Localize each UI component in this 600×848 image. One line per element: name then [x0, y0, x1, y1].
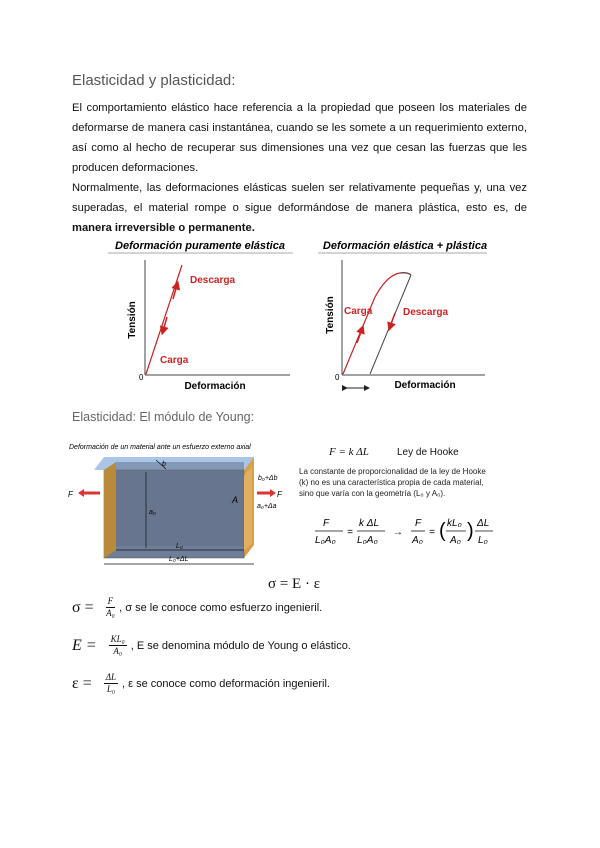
svg-text:): ) — [467, 520, 474, 542]
label-b0: b — [162, 461, 166, 468]
svg-text:F: F — [323, 518, 330, 529]
chart2-label-carga: Carga — [344, 306, 373, 317]
bar-left-face — [104, 462, 116, 558]
chart2-xlabel: Deformación — [394, 380, 456, 391]
svg-text:F: F — [415, 518, 422, 529]
eq1-description: , σ se le conoce como esfuerzo ingenieril. — [119, 601, 323, 614]
section-title-elasticidad: Elasticidad y plasticidad: — [72, 72, 236, 89]
chart2-title: Deformación elástica + plástica — [322, 240, 488, 252]
young-deformation-figure — [64, 440, 294, 575]
label-a0: a₀ — [149, 509, 156, 516]
chart-elastic-plastic — [315, 235, 490, 405]
eq2-symbol: E = — [72, 636, 97, 654]
force-right-head — [270, 489, 276, 497]
force-left-head — [78, 489, 84, 497]
force-right-label: F — [277, 490, 282, 499]
chart-elastic — [105, 235, 300, 400]
equation-strain — [72, 672, 330, 695]
section-title-young: Elasticidad: El módulo de Young: — [72, 410, 255, 424]
hooke-text-line-2: (k) no es una característica propia de cada material, — [299, 478, 484, 487]
label-l0dl: L₀+ΔL — [169, 556, 189, 563]
equation-young-modulus — [72, 634, 351, 657]
eq1-denominator: A₀ — [106, 608, 115, 618]
svg-text:kL₀: kL₀ — [447, 518, 462, 529]
eq1-symbol: σ = — [72, 598, 94, 616]
paragraph-plastic-bold: manera irreversible o permanente. — [72, 222, 255, 234]
svg-text:L₀A₀: L₀A₀ — [315, 535, 336, 546]
bar-area-label: A — [232, 495, 239, 505]
paragraph-elastic-behavior: El comportamiento elástico hace referencia a la propiedad que poseen los materiales de deformarse de manera casi instantánea, cuando se les somete a un requerimiento externo, así como al hecho de recuperar sus dimensiones una vez que cesan las fuerzas que les producen deformaciones. — [72, 102, 527, 174]
label-a0da: a₀+Δa — [257, 503, 277, 510]
svg-text:=: = — [347, 527, 353, 538]
chart2-arrow-up — [357, 329, 362, 343]
young-figure-caption: Deformación de un material ante un esfuerzo externo axial — [69, 444, 251, 451]
eq2-numerator: KL₀ — [110, 634, 125, 644]
svg-text:=: = — [429, 527, 435, 538]
paragraph-plastic-behavior — [72, 178, 527, 238]
label-l0: L₀ — [176, 543, 183, 550]
hooke-law-name: Ley de Hooke — [397, 447, 459, 458]
chart2-arrow-down — [390, 313, 395, 327]
bar-inner-shade — [116, 462, 244, 546]
eq2-denominator: A₀ — [113, 646, 122, 656]
eq3-numerator: ΔL — [105, 672, 117, 682]
chart1-label-carga: Carga — [160, 355, 189, 366]
equation-stress — [72, 596, 322, 619]
svg-text:(: ( — [439, 520, 446, 542]
chart1-ylabel: Tensión — [127, 301, 138, 339]
hooke-text-line-3: sino que varía con la geometría (L₀ y A₀). — [299, 489, 446, 498]
eq1-numerator: F — [107, 596, 114, 606]
svg-text:L₀A₀: L₀A₀ — [357, 535, 378, 546]
svg-text:L₀: L₀ — [478, 535, 488, 546]
chart1-title: Deformación puramente elástica — [115, 240, 285, 252]
eq3-denominator: L₀ — [106, 684, 115, 694]
chart2-curve-top — [400, 273, 411, 275]
force-left-label: F — [68, 490, 73, 499]
paragraph-plastic-text: Normalmente, las deformaciones elásticas suelen ser relativamente pequeñas y, una vez superadas, el material rompe o sigue deformándose de manera plástica, esto es, de — [72, 182, 527, 214]
chart2-label-descarga: Descarga — [403, 307, 449, 318]
eq3-fraction — [104, 672, 118, 695]
hooke-formula: F = k ΔL — [329, 446, 369, 458]
chart2-ylabel: Tensión — [325, 296, 336, 334]
chart1-origin: 0 — [139, 373, 144, 382]
hooke-fraction-equation — [315, 512, 515, 554]
eq1-fraction — [106, 596, 116, 619]
eq3-symbol: ε = — [72, 674, 92, 692]
chart2-series-carga — [343, 273, 411, 374]
chart1-xlabel: Deformación — [184, 381, 246, 392]
bar-end-face — [244, 467, 252, 551]
svg-text:k ΔL: k ΔL — [359, 518, 380, 529]
eq2-fraction — [109, 634, 127, 657]
svg-text:ΔL: ΔL — [477, 518, 490, 529]
svg-text:A₀: A₀ — [412, 535, 423, 546]
eq2-description: , E se denomina módulo de Young o elástico. — [130, 639, 351, 652]
eq3-description: , ε se conoce como deformación ingenieril. — [122, 677, 330, 690]
svg-text:→: → — [393, 527, 403, 538]
hooke-text-line-1: La constante de proporcionalidad de la ley de Hooke — [299, 467, 486, 476]
young-main-equation: σ = E · ε — [268, 576, 321, 592]
chart2-origin: 0 — [335, 373, 340, 382]
label-b0db: b₀+Δb — [258, 475, 278, 482]
svg-text:A₀: A₀ — [450, 535, 461, 546]
chart1-label-descarga: Descarga — [190, 275, 236, 286]
